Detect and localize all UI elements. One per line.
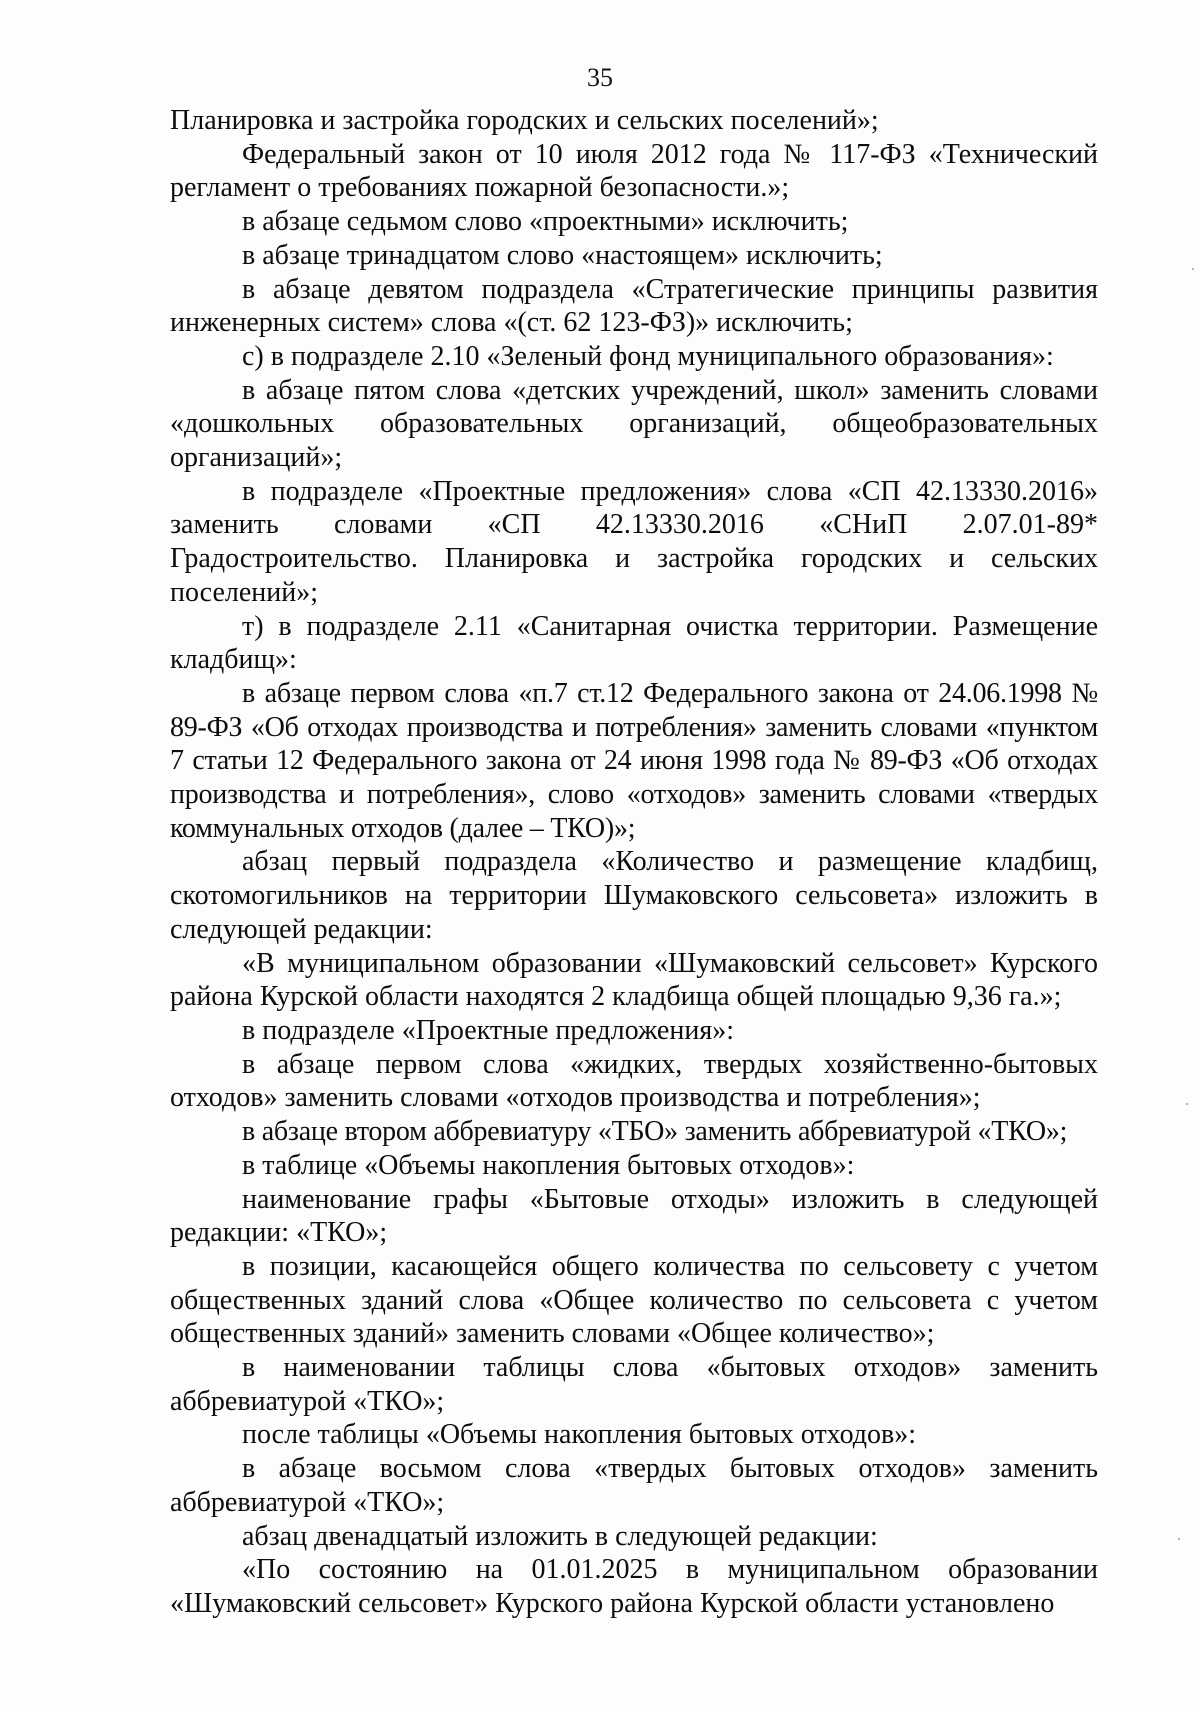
paragraph: т) в подразделе 2.11 «Санитарная очистка территории. Размещение кладбищ»: — [170, 610, 1098, 676]
paragraph: в таблице «Объемы накопления бытовых отходов»: — [242, 1149, 855, 1181]
paragraph: наименование графы «Бытовые отходы» изложить в следующей редакции: «ТКО»; — [170, 1183, 1098, 1249]
document-body — [170, 104, 1098, 1621]
paragraph: Планировка и застройка городских и сельских поселений»; — [170, 105, 879, 136]
paragraph: в абзаце первом слова «п.7 ст.12 Федерального закона от 24.06.1998 № 89-ФЗ «Об отходах производства и потребления» заменить словами «пунктом 7 статьи 12 Федерального закона от 24 июня 1998 года № 89-ФЗ «Об отходах производства и потребления», слово «отходов» заменить словами «твердых коммунальных отходов (далее – ТКО)»; — [170, 677, 1098, 844]
paragraph: в позиции, касающейся общего количества по сельсовету с учетом общественных зданий слова «Общее количество по сельсовета с учетом общественных зданий» заменить словами «Общее количество»; — [170, 1250, 1098, 1350]
paragraph: в абзаце пятом слова «детских учреждений, школ» заменить словами «дошкольных образовательных организаций, общеобразовательных организаций»; — [170, 374, 1098, 474]
paragraph: «По состоянию на 01.01.2025 в муниципальном образовании «Шумаковский сельсовет» Курского района Курской области установлено — [170, 1554, 1098, 1619]
paragraph: «В муниципальном образовании «Шумаковский сельсовет» Курского района Курской области находятся 2 кладбища общей площадью 9,36 га.»; — [170, 947, 1098, 1013]
paragraph: после таблицы «Объемы накопления бытовых отходов»: — [242, 1419, 917, 1451]
paragraph: в абзаце восьмом слова «твердых бытовых отходов» заменить аббревиатурой «ТКО»; — [170, 1453, 1098, 1518]
paragraph: в наименовании таблицы слова «бытовых отходов» заменить аббревиатурой «ТКО»; — [170, 1352, 1098, 1417]
paragraph: в подразделе «Проектные предложения»: — [242, 1014, 734, 1046]
paragraph: в абзаце тринадцатом слово «настоящем» исключить; — [242, 239, 883, 271]
paragraph: в абзаце девятом подраздела «Стратегические принципы развития инженерных систем» слова «(ст. 62 123-ФЗ)» исключить; — [170, 273, 1098, 339]
paragraph: с) в подразделе 2.10 «Зеленый фонд муниципального образования»: — [242, 340, 1054, 372]
paragraph: абзац первый подраздела «Количество и размещение кладбищ, скотомогильников на территории Шумаковского сельсовета» изложить в следующей редакции: — [170, 846, 1098, 945]
paragraph: в подразделе «Проектные предложения» слова «СП 42.13330.2016» заменить словами «СП 42.13330.2016 «СНиП 2.07.01-89* Градостроительство. Планировка и застройка городских и сельских поселений»; — [170, 475, 1098, 608]
paragraph: абзац двенадцатый изложить в следующей редакции: — [242, 1520, 878, 1552]
scan-speck — [1186, 1103, 1188, 1105]
paragraph: в абзаце первом слова «жидких, твердых хозяйственно-бытовых отходов» заменить словами «отходов производства и потребления»; — [170, 1048, 1098, 1114]
page-number: 35 — [587, 63, 613, 92]
paragraph: в абзаце седьмом слово «проектными» исключить; — [242, 206, 849, 238]
paragraph: в абзаце втором аббревиатуру «ТБО» заменить аббревиатурой «ТКО»; — [242, 1116, 1068, 1148]
scan-speck — [1192, 268, 1194, 270]
scan-speck — [1178, 1538, 1180, 1540]
paragraph: Федеральный закон от 10 июля 2012 года № 117-ФЗ «Технический регламент о требованиях пожарной безопасности.»; — [170, 138, 1098, 204]
